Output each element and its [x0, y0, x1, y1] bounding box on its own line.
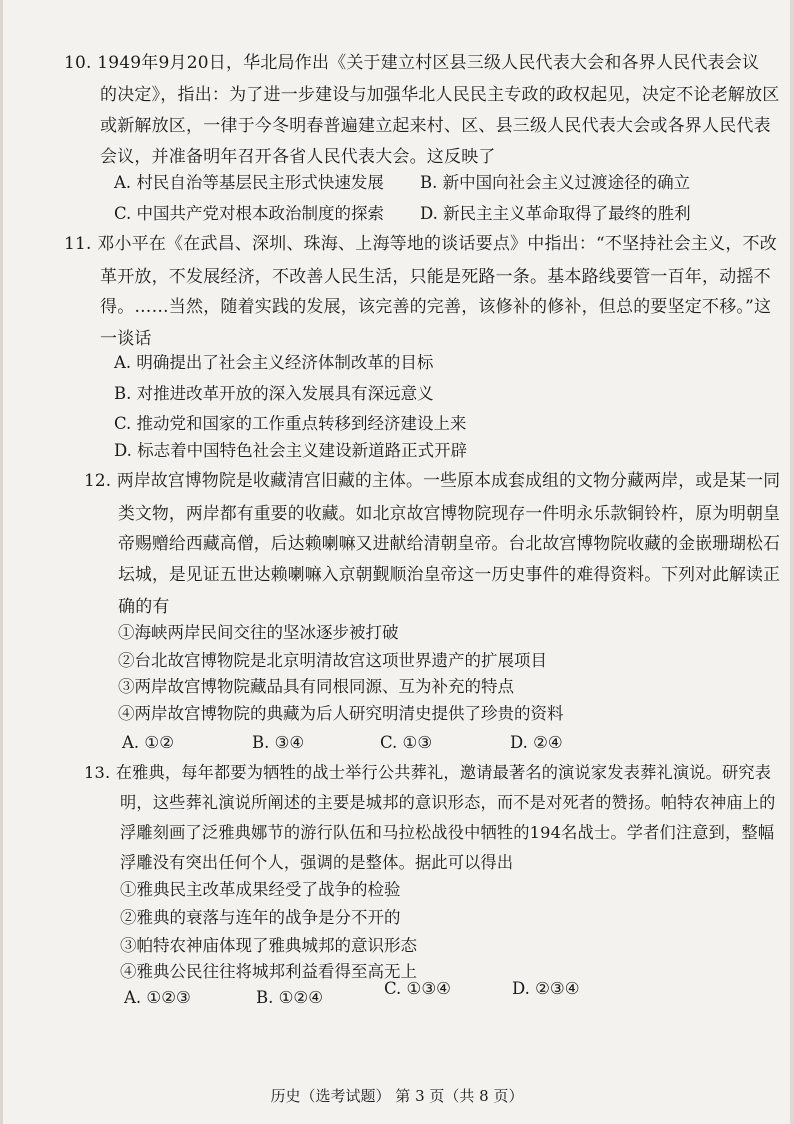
- option-c: C. 中国共产党对根本政治制度的探索: [114, 204, 385, 223]
- scan-edge-left: [0, 0, 3, 1124]
- question-text-line: 一谈话: [100, 329, 152, 349]
- question-text-line: 或新解放区，一律于今冬明春普遍建立起来村、区、县三级人民代表大会或各界人民代表: [100, 116, 771, 136]
- option-a: A. ①②: [122, 733, 174, 752]
- question-text-line: 12. 两岸故宫博物院是收藏清宫旧藏的主体。一些原本成套成组的文物分藏两岸，或是某一同: [84, 471, 781, 491]
- option-b: B. 新中国向社会主义过渡途径的确立: [420, 173, 691, 192]
- option-a: A. ①②③: [124, 988, 191, 1007]
- question-text-line: 明，这些葬礼演说所阐述的主要是城邦的意识形态，而不是对死者的赞扬。帕特农神庙上的: [120, 793, 776, 812]
- question-text-line: 得。……当然，随着实践的发展，该完善的完善，该修补的修补，但总的要坚定不移。”这: [100, 297, 772, 317]
- page-footer: 历史（选考试题） 第 3 页（共 8 页）: [270, 1087, 524, 1105]
- option-c: C. ①③④: [384, 979, 451, 998]
- option-c: C. ①③: [380, 733, 433, 752]
- statement-item: ②雅典的衰落与连年的战争是分不开的: [120, 908, 401, 927]
- option-b: B. 对推进改革开放的深入发展具有深远意义: [114, 384, 434, 403]
- question-text-line: 确的有: [118, 597, 170, 617]
- question-text-line: 类文物，两岸都有重要的收藏。如北京故宫博物院现存一件明永乐款铜铃杵，原为明朝皇: [118, 504, 781, 524]
- question-text-line: 坛城，是见证五世达赖喇嘛入京朝觐顺治皇帝这一历史事件的难得资料。下列对此解读正: [118, 565, 781, 585]
- statement-item: ②台北故宫博物院是北京明清故宫这项世界遗产的扩展项目: [118, 651, 547, 670]
- option-b: B. ①②④: [256, 988, 323, 1007]
- question-text-line: 会议，并准备明年召开各省人民代表大会。这反映了: [100, 147, 496, 167]
- question-text-line: 革开放，不发展经济，不改善人民生活，只能是死路一条。基本路线要管一百年，动摇不: [100, 267, 771, 287]
- statement-item: ④两岸故宫博物院的典藏为后人研究明清史提供了珍贵的资料: [118, 704, 564, 723]
- statement-item: ③两岸故宫博物院藏品具有同根同源、互为补充的特点: [118, 677, 514, 696]
- option-d: D. 标志着中国特色社会主义建设新道路正式开辟: [114, 441, 468, 460]
- question-text-line: 浮雕没有突出任何个人，强调的是整体。据此可以得出: [120, 853, 514, 872]
- option-a: A. 村民自治等基层民主形式快速发展: [114, 173, 384, 192]
- statement-item: ③帕特农神庙体现了雅典城邦的意识形态: [120, 936, 417, 955]
- option-c: C. 推动党和国家的工作重点转移到经济建设上来: [114, 414, 467, 433]
- question-text-line: 10. 1949年9月20日，华北局作出《关于建立村区县三级人民代表大会和各界人民代表会议: [64, 53, 760, 73]
- question-text-line: 的决定》，指出：为了进一步建设与加强华北人民民主专政的政权起见，决定不论老解放区: [100, 85, 780, 105]
- option-d: D. 新民主主义革命取得了最终的胜利: [420, 204, 691, 223]
- question-text-line: 浮雕刻画了泛雅典娜节的游行队伍和马拉松战役中牺牲的194名战士。学者们注意到，整幅: [120, 823, 775, 842]
- option-a: A. 明确提出了社会主义经济体制改革的目标: [114, 353, 434, 372]
- scan-edge-right: [790, 0, 794, 1124]
- question-text-line: 帝赐赠给西藏高僧，后达赖喇嘛又进献给清朝皇帝。台北故宫博物院收藏的金嵌珊瑚松石: [118, 534, 781, 554]
- option-d: D. ②③④: [512, 979, 580, 998]
- statement-item: ①雅典民主改革成果经受了战争的检验: [120, 880, 401, 899]
- option-b: B. ③④: [252, 733, 305, 752]
- question-text-line: 13. 在雅典，每年都要为牺牲的战士举行公共葬礼，邀请最著名的演说家发表葬礼演说。研究表: [84, 763, 772, 782]
- question-text-line: 11. 邓小平在《在武昌、深圳、珠海、上海等地的谈话要点》中指出：“不坚持社会主义，不改: [64, 234, 777, 254]
- statement-item: ①海峡两岸民间交往的坚冰逐步被打破: [118, 623, 399, 642]
- option-d: D. ②④: [510, 733, 563, 752]
- statement-item: ④雅典公民往往将城邦利益看得至高无上: [120, 962, 417, 981]
